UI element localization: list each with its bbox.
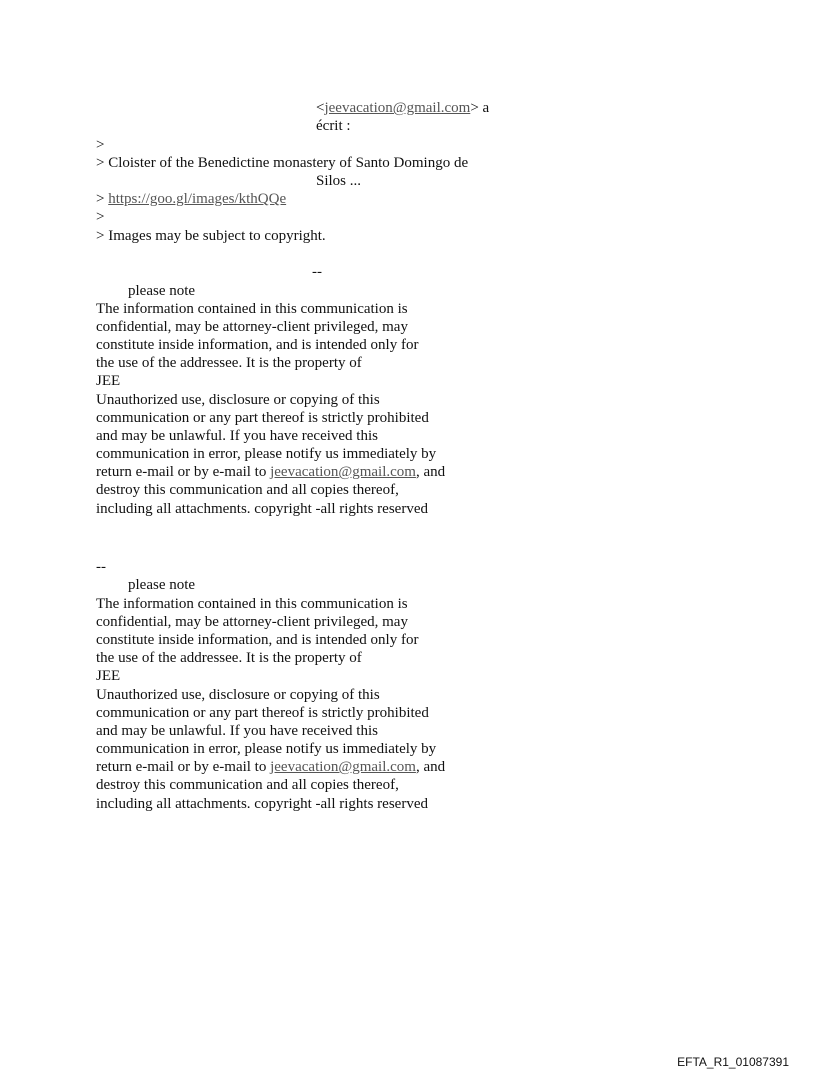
disclaimer-text: , and <box>415 464 446 480</box>
disclaimer-line: communication in error, please notify us immediately by <box>96 741 437 757</box>
quoted-link-prefix: > <box>96 191 109 207</box>
quoted-link-line <box>96 190 286 208</box>
disclaimer-email-link[interactable]: jeevacation@gmail.com <box>270 759 416 775</box>
disclaimer-email-link[interactable]: jeevacation@gmail.com <box>270 464 416 480</box>
disclaimer-line: Unauthorized use, disclosure or copying of this <box>96 687 380 703</box>
disclaimer-line: The information contained in this communication is <box>96 301 408 317</box>
disclaimer-line: and may be unlawful. If you have received this <box>96 428 378 444</box>
quoted-line-continuation: Silos ... <box>316 173 362 189</box>
disclaimer-line: communication or any part thereof is strictly prohibited <box>96 705 429 721</box>
disclaimer-email-line <box>96 463 445 481</box>
disclaimer-text: return e-mail or by e-mail to <box>96 759 271 775</box>
disclaimer-line: including all attachments. copyright -all rights reserved <box>96 501 428 517</box>
quoted-line: > Images may be subject to copyright. <box>96 228 326 244</box>
disclaimer-line: JEE <box>96 373 121 389</box>
quoted-line: > <box>96 209 105 225</box>
document-id: EFTA_R1_01087391 <box>677 1055 789 1069</box>
disclaimer-text: , and <box>415 759 446 775</box>
disclaimer-line: communication in error, please notify us immediately by <box>96 446 437 462</box>
disclaimer-line: and may be unlawful. If you have received this <box>96 723 378 739</box>
disclaimer-line: confidential, may be attorney-client privileged, may <box>96 319 408 335</box>
disclaimer-line: communication or any part thereof is strictly prohibited <box>96 410 429 426</box>
quoted-line: > <box>96 137 105 153</box>
disclaimer-line: Unauthorized use, disclosure or copying of this <box>96 392 380 408</box>
quote-header-close: > a <box>470 100 490 116</box>
image-source-link[interactable]: https://goo.gl/images/kthQQe <box>108 191 287 207</box>
disclaimer-email-line <box>96 758 445 776</box>
disclaimer-line: the use of the addressee. It is the property of <box>96 650 362 666</box>
disclaimer-line: The information contained in this communication is <box>96 596 408 612</box>
quoted-line: > Cloister of the Benedictine monastery of Santo Domingo de <box>96 155 469 171</box>
disclaimer-line: the use of the addressee. It is the property of <box>96 355 362 371</box>
signature-separator: -- <box>96 559 106 575</box>
signature-separator: -- <box>312 264 322 280</box>
disclaimer-line: JEE <box>96 668 121 684</box>
disclaimer-line: constitute inside information, and is intended only for <box>96 337 419 353</box>
disclaimer-line: confidential, may be attorney-client privileged, may <box>96 614 408 630</box>
disclaimer-text: return e-mail or by e-mail to <box>96 464 271 480</box>
quote-header-open: < <box>316 100 325 116</box>
signature-note-heading: please note <box>128 577 196 593</box>
disclaimer-line: destroy this communication and all copies thereof, <box>96 482 399 498</box>
disclaimer-line: destroy this communication and all copies thereof, <box>96 777 399 793</box>
quote-header-line2: écrit : <box>316 118 351 134</box>
disclaimer-line: including all attachments. copyright -all rights reserved <box>96 796 428 812</box>
disclaimer-line: constitute inside information, and is intended only for <box>96 632 419 648</box>
quote-header-line1 <box>316 99 489 117</box>
signature-note-heading: please note <box>128 283 196 299</box>
quote-header-email-link[interactable]: jeevacation@gmail.com <box>324 100 471 116</box>
